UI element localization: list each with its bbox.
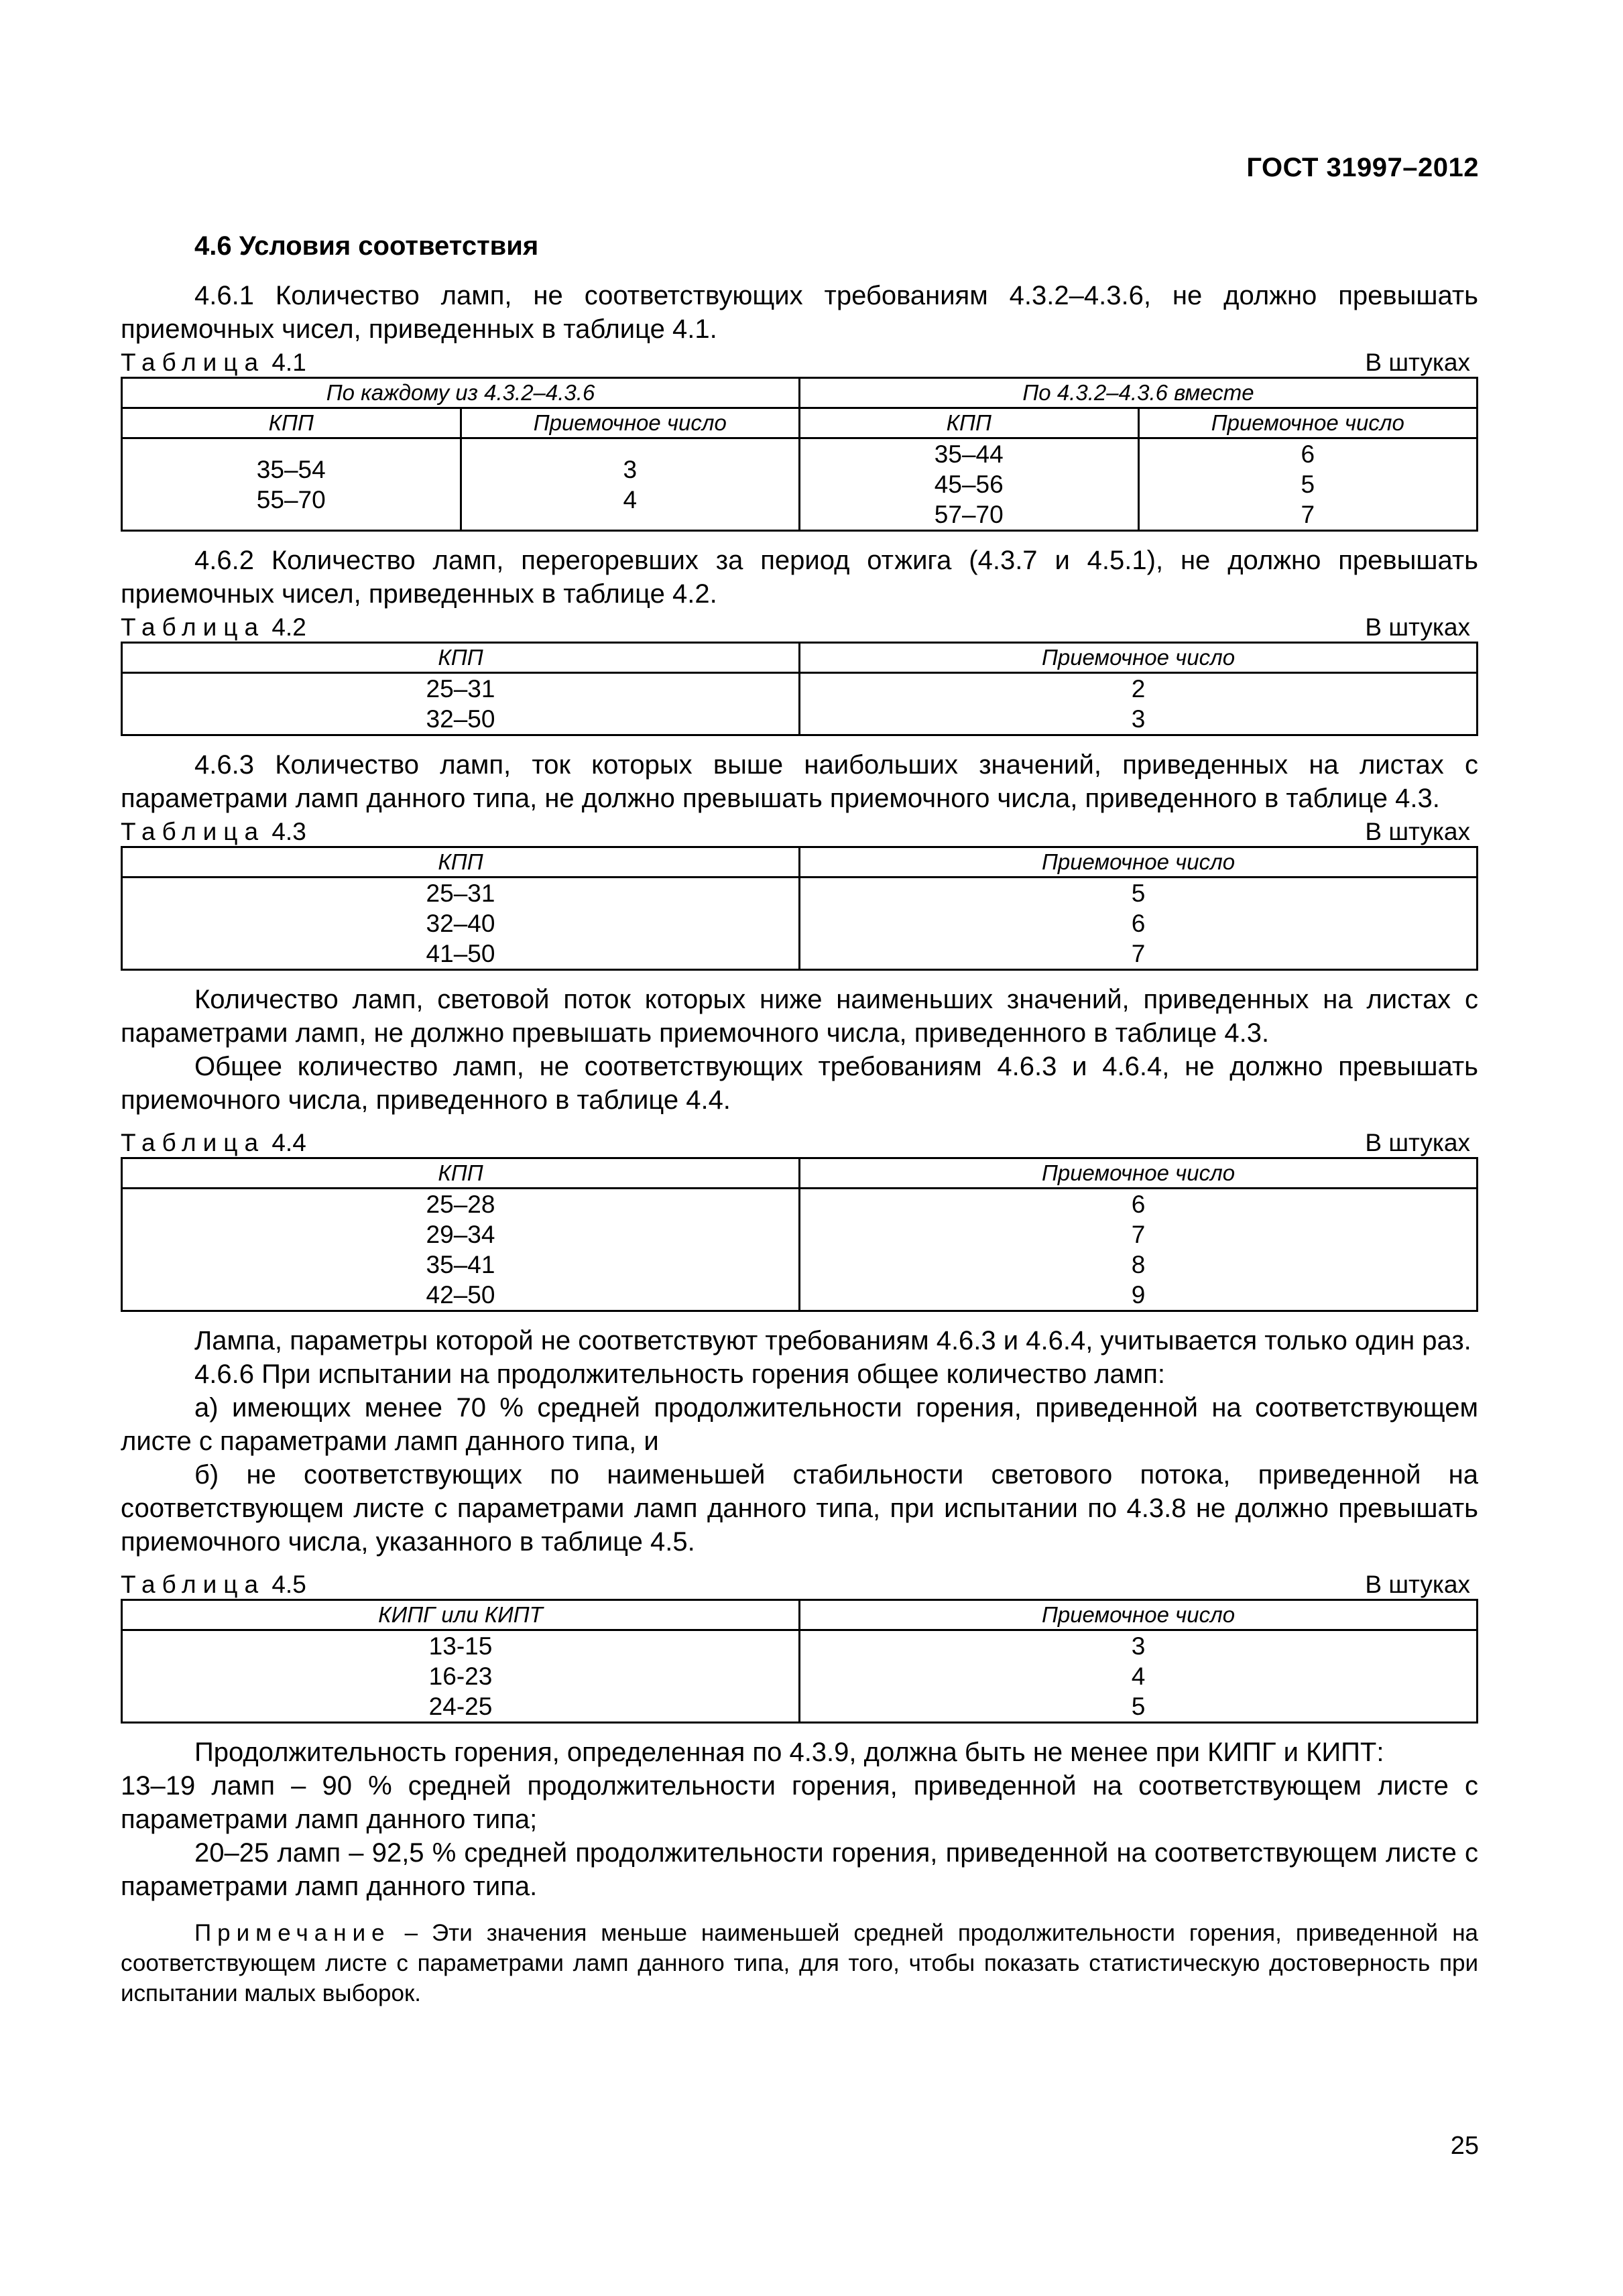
table-label: Таблица 4.2: [121, 613, 306, 641]
paragraph-4-6-6-a: а) имеющих менее 70 % средней продолжительности горения, приведенной на соответствующем листе с параметрами ламп данного типа, и: [121, 1393, 1478, 1456]
table-caption-4-1: [121, 349, 1478, 377]
page-number: 25: [1450, 2132, 1479, 2160]
table-row: [122, 1630, 1478, 1723]
section-title: 4.6 Условия соответствия: [194, 231, 539, 261]
table-unit: В штуках: [1365, 613, 1470, 641]
table-header-row: [122, 847, 1478, 878]
table-caption-4-5: [121, 1571, 1478, 1599]
document-id: ГОСТ 31997–2012: [1246, 153, 1479, 182]
paragraph-4-6-6-b: б) не соответствующих по наименьшей стабильности светового потока, приведенной на соответствующем листе с параметрами ламп данного типа, при испытании по 4.3.8 не должно превышать приемочного числа, указанного в таблице 4.5.: [121, 1460, 1478, 1557]
table-row: [122, 1189, 1478, 1311]
group-header-together: По 4.3.2–4.3.6 вместе: [800, 378, 1478, 408]
table-4-5: [121, 1599, 1478, 1724]
table-header-row: [122, 1600, 1478, 1630]
table-cell: 6 5 7: [1138, 438, 1478, 531]
column-header: КПП: [800, 408, 1139, 438]
table-4-1: [121, 377, 1478, 532]
note-label: Примечание: [194, 1920, 391, 1946]
column-header: КИПГ или КИПТ: [122, 1600, 800, 1630]
column-header: КПП: [122, 847, 800, 878]
table-unit: В штуках: [1365, 349, 1470, 376]
table-row: [122, 878, 1478, 970]
document-body: [121, 229, 1478, 2008]
paragraph-4-6-8: 13–19 ламп – 90 % средней продолжительности горения, приведенной на соответствующем листе с параметрами ламп данного типа;: [121, 1771, 1478, 1834]
table-header-row: [122, 1158, 1478, 1189]
table-header-row: [122, 378, 1478, 408]
table-cell: 3 4: [461, 438, 800, 531]
table-unit: В штуках: [1365, 818, 1470, 845]
column-header: Приемочное число: [800, 847, 1478, 878]
paragraph-4-6-5: Лампа, параметры которой не соответствуют требованиям 4.6.3 и 4.6.4, учитывается только один раз.: [194, 1326, 1471, 1355]
paragraph-4-6-9: 20–25 ламп – 92,5 % средней продолжительности горения, приведенной на соответствующем листе с параметрами ламп данного типа.: [121, 1838, 1478, 1901]
column-header: КПП: [122, 1158, 800, 1189]
table-label: Таблица 4.1: [121, 349, 306, 376]
paragraph-4-6-4b: Общее количество ламп, не соответствующих требованиям 4.6.3 и 4.6.4, не должно превышать приемочного числа, приведенного в таблице 4.4.: [121, 1052, 1478, 1115]
table-row: [122, 438, 1478, 531]
column-header: Приемочное число: [1138, 408, 1478, 438]
paragraph-4-6-2: 4.6.2 Количество ламп, перегоревших за период отжига (4.3.7 и 4.5.1), не должно превышать приемочных чисел, приведенных в таблице 4.2.: [121, 546, 1478, 609]
table-cell: 25–28 29–34 35–41 42–50: [122, 1189, 800, 1311]
note: [121, 1918, 1478, 2008]
table-cell: 25–31 32–40 41–50: [122, 878, 800, 970]
table-cell: 13-15 16-23 24-25: [122, 1630, 800, 1723]
paragraph-4-6-4a: Количество ламп, световой поток которых ниже наименьших значений, приведенных на листах с параметрами ламп, не должно превышать приемочного числа, приведенного в таблице 4.3.: [121, 985, 1478, 1048]
table-cell: 6 7 8 9: [800, 1189, 1478, 1311]
table-caption-4-2: [121, 613, 1478, 642]
table-cell: 3 4 5: [800, 1630, 1478, 1723]
column-header: КПП: [122, 643, 800, 673]
table-label: Таблица 4.4: [121, 1129, 306, 1156]
paragraph-4-6-7: Продолжительность горения, определенная по 4.3.9, должна быть не менее при КИПГ и КИПТ:: [194, 1738, 1384, 1767]
table-unit: В штуках: [1365, 1571, 1470, 1598]
table-4-3: [121, 846, 1478, 971]
table-label: Таблица 4.5: [121, 1571, 306, 1598]
column-header: Приемочное число: [461, 408, 800, 438]
table-cell: 35–44 45–56 57–70: [800, 438, 1139, 531]
paragraph-4-6-1: 4.6.1 Количество ламп, не соответствующих требованиям 4.3.2–4.3.6, не должно превышать приемочных чисел, приведенных в таблице 4.1.: [121, 281, 1478, 344]
table-cell: 35–54 55–70: [122, 438, 461, 531]
table-cell: 25–31 32–50: [122, 673, 800, 735]
column-header: Приемочное число: [800, 1600, 1478, 1630]
table-caption-4-3: [121, 818, 1478, 846]
table-label: Таблица 4.3: [121, 818, 306, 845]
table-cell: 2 3: [800, 673, 1478, 735]
note-text: – Эти значения меньше наименьшей средней продолжительности горения, приведенной на соответствующем листе с параметрами ламп данного типа, для того, чтобы показать статистическую достоверность при испытании малых выборок.: [121, 1920, 1478, 2006]
group-header-each: По каждому из 4.3.2–4.3.6: [122, 378, 800, 408]
table-header-row: [122, 643, 1478, 673]
table-caption-4-4: [121, 1129, 1478, 1157]
paragraph-4-6-6: 4.6.6 При испытании на продолжительность горения общее количество ламп:: [194, 1360, 1166, 1389]
table-4-4: [121, 1157, 1478, 1312]
table-4-2: [121, 642, 1478, 736]
table-unit: В штуках: [1365, 1129, 1470, 1156]
paragraph-4-6-3: 4.6.3 Количество ламп, ток которых выше наибольших значений, приведенных на листах с параметрами ламп данного типа, не должно превышать приемочного числа, приведенного в таблице 4.3.: [121, 750, 1478, 813]
column-header: Приемочное число: [800, 1158, 1478, 1189]
table-cell: 5 6 7: [800, 878, 1478, 970]
table-header-row: [122, 408, 1478, 438]
table-row: [122, 673, 1478, 735]
column-header: КПП: [122, 408, 461, 438]
column-header: Приемочное число: [800, 643, 1478, 673]
